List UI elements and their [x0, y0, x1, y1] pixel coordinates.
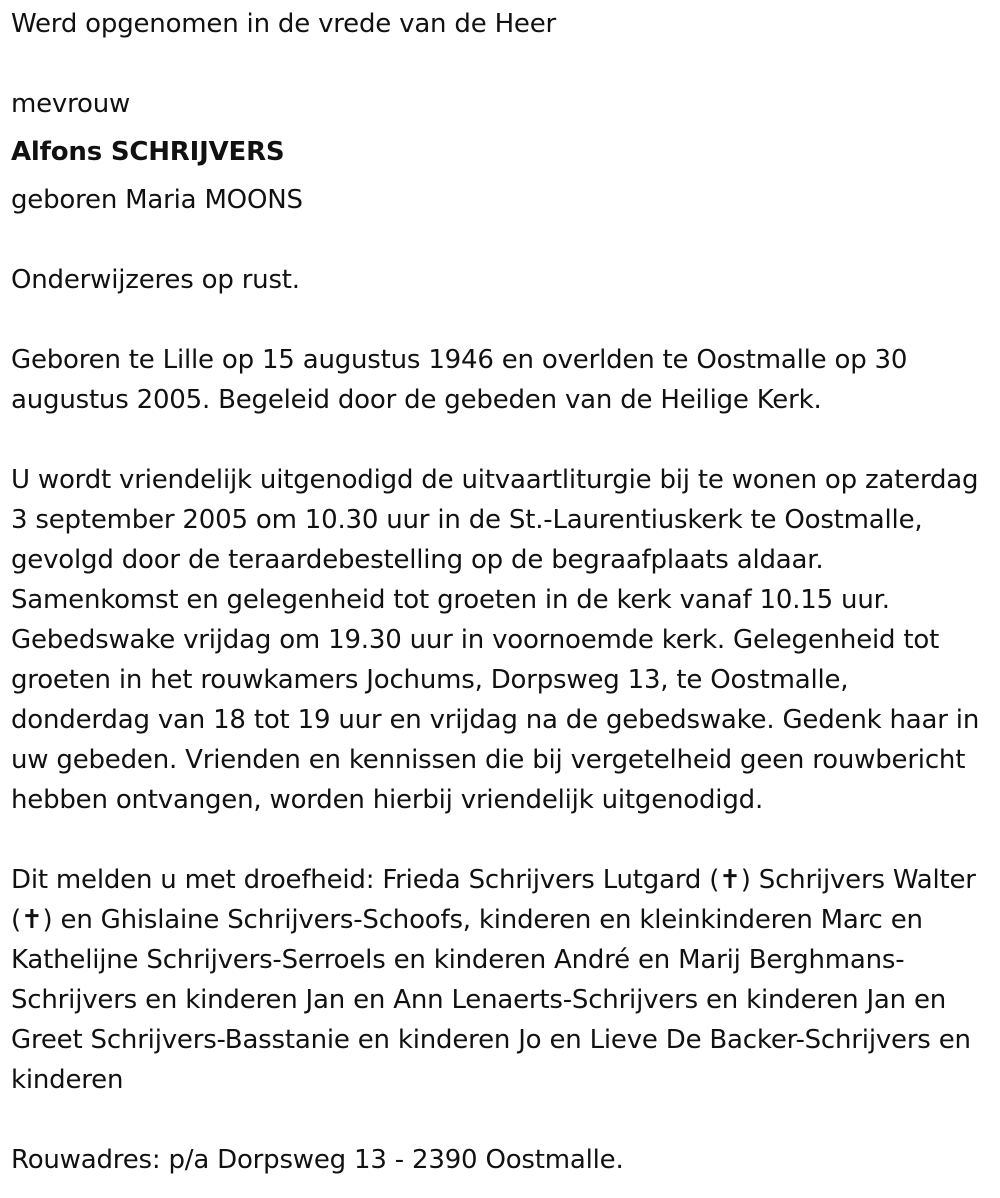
spacer — [11, 820, 986, 860]
birth-name: geboren Maria MOONS — [11, 185, 303, 215]
intro-line: Werd opgenomen in de vrede van de Heer — [11, 9, 557, 39]
obituary-notice — [11, 4, 986, 1180]
honorific: mevrouw — [11, 89, 131, 119]
life-paragraph: Geboren te Lille op 15 augustus 1946 en overlden te Oostmalle op 30 augustus 2005. Begeleid door de gebeden van de Heilige Kerk. — [11, 345, 908, 415]
spacer — [11, 420, 986, 460]
spacer — [11, 220, 986, 260]
spacer — [11, 1100, 986, 1140]
family-paragraph: Dit melden u met droefheid: Frieda Schrijvers Lutgard (✝) Schrijvers Walter (✝) en Ghislaine Schrijvers-Schoofs, kinderen en kleinkinderen Marc en Kathelijne Schrijvers-Serroels en kinderen André en Marij Berghmans-Schrijvers en kinderen Jan en Ann Lenaerts-Schrijvers en kinderen Jan en Greet Schrijvers-Basstanie en kinderen Jo en Lieve De Backer-Schrijvers en kinderen — [11, 865, 976, 1095]
profession: Onderwijzeres op rust. — [11, 265, 300, 295]
mourning-address: Rouwadres: p/a Dorpsweg 13 - 2390 Oostmalle. — [11, 1145, 624, 1175]
spacer — [11, 44, 986, 84]
spacer — [11, 300, 986, 340]
funeral-paragraph: U wordt vriendelijk uitgenodigd de uitvaartliturgie bij te wonen op zaterdag 3 september 2005 om 10.30 uur in de St.-Laurentiuskerk te Oostmalle, gevolgd door de teraardebestelling op de begraafplaats aldaar. Samenkomst en gelegenheid tot groeten in de kerk vanaf 10.15 uur. Gebedswake vrijdag om 19.30 uur in voornoemde kerk. Gelegenheid tot groeten in het rouwkamers Jochums, Dorpsweg 13, te Oostmalle, donderdag van 18 tot 19 uur en vrijdag na de gebedswake. Gedenk haar in uw gebeden. Vrienden en kennissen die bij vergetelheid geen rouwbericht hebben ontvangen, worden hierbij vriendelijk uitgenodigd. — [11, 465, 980, 815]
deceased-name: Alfons SCHRIJVERS — [11, 137, 285, 167]
